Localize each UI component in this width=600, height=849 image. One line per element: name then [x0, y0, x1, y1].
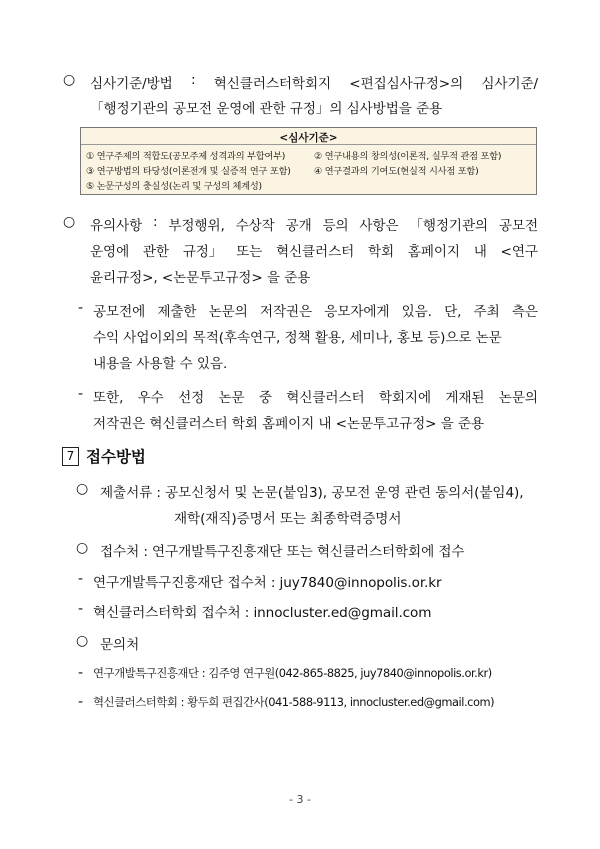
word: 학회 — [367, 244, 395, 260]
word: 저작권은 — [259, 304, 313, 320]
copyright-note-line3: 내용을 사용할 수 있음. — [93, 356, 228, 372]
criterion-1: ① 연구주제의 적합도(공모주제 성격과의 부합여부) — [86, 151, 286, 162]
dash-bullet: - — [78, 571, 84, 587]
circle-bullet: ○ — [76, 540, 89, 556]
criteria-divider — [81, 144, 536, 145]
dash-bullet: - — [78, 694, 84, 710]
word: : — [153, 214, 158, 230]
word: 등의 — [322, 218, 349, 234]
word: 내 — [473, 244, 487, 260]
word: : — [190, 72, 196, 88]
word: 공개 — [285, 218, 312, 234]
word: 혁신클러스터 — [275, 244, 355, 260]
word: 측은 — [511, 304, 538, 320]
word: 선정 — [178, 390, 205, 406]
criterion-4: ④ 연구결과의 기여도(현실적 시사점 포함) — [314, 166, 479, 177]
word: 「행정기관의 — [409, 218, 489, 234]
word: 논문의 — [208, 304, 248, 320]
dash-bullet: - — [78, 601, 84, 617]
contact-foundation: 연구개발특구진흥재단 : 김주영 연구원(042-865-8825, juy7840@innopolis.or.kr) — [93, 666, 492, 680]
word: <편집심사규정>의 — [349, 76, 464, 92]
documents-line1: 제출서류 : 공모신청서 및 논문(붙임3), 공모전 운영 관련 동의서(붙임4), — [100, 485, 524, 501]
word: 규정」 — [182, 244, 223, 260]
word: 논문 — [218, 390, 245, 406]
circle-bullet: ○ — [76, 633, 89, 649]
copyright-note-line2: 수익 사업이외의 목적(후속연구, 정책 활용, 세미나, 홍보 등)으로 논문 — [93, 330, 502, 346]
word: 유의사항 — [90, 218, 143, 234]
word: 수상작 — [235, 218, 275, 234]
circle-bullet: ○ — [63, 214, 76, 230]
review-method-line2: 「행정기관의 공모전 운영에 관한 규정」의 심사방법을 준용 — [90, 101, 443, 117]
section-title: 접수방법 — [86, 448, 146, 466]
word: 중 — [258, 390, 272, 406]
circle-bullet: ○ — [76, 481, 89, 497]
journal-note-line2: 저작권은 혁신클러스터 학회 홈페이지 내 <논문투고규정> 을 준용 — [93, 416, 484, 432]
documents-line2: 재학(재직)증명서 또는 최종학력증명서 — [174, 511, 402, 527]
criteria-box — [80, 127, 537, 195]
word: 제출한 — [157, 304, 197, 320]
reception-foundation: 연구개발특구진흥재단 접수처 : juy7840@innopolis.or.kr — [93, 575, 442, 591]
journal-note-line1 — [93, 386, 538, 406]
word: <연구 — [500, 244, 538, 260]
word: 단, — [444, 304, 462, 320]
word: 우수 — [137, 390, 164, 406]
reception-line: 접수처 : 연구개발특구진흥재단 또는 혁신클러스터학회에 접수 — [100, 544, 465, 560]
word: 사항은 — [359, 218, 399, 234]
word: 또한, — [93, 390, 124, 406]
word: 공모전 — [498, 218, 538, 234]
word: 또는 — [236, 244, 263, 260]
section-number: 7 — [62, 447, 79, 466]
dash-bullet: - — [78, 300, 84, 316]
contact-society: 혁신클러스터학회 : 황두희 편집간사(041-588-9113, innocluster.ed@gmail.com) — [93, 695, 495, 709]
copyright-note-line1 — [93, 300, 538, 320]
criterion-2: ② 연구내용의 창의성(이론적, 실무적 관점 포함) — [314, 151, 502, 162]
criterion-3: ③ 연구방법의 타당성(이론전개 및 실증적 연구 포함) — [86, 166, 291, 177]
word: 부정행위, — [168, 218, 225, 234]
word: 홈페이지 — [407, 244, 460, 260]
dash-bullet: - — [78, 386, 84, 402]
circle-bullet: ○ — [63, 72, 76, 88]
word: 심사기준/ — [481, 76, 538, 92]
notes-line2 — [90, 240, 538, 260]
criterion-5: ⑤ 논문구성의 충실성(논리 및 구성의 체계성) — [86, 181, 262, 192]
word: 있음. — [401, 304, 432, 320]
review-method-line1 — [90, 72, 538, 92]
word: 게재된 — [445, 390, 485, 406]
page-number: - 3 - — [289, 793, 311, 806]
word: 응모자에게 — [324, 304, 390, 320]
word: 공모전에 — [93, 304, 146, 320]
dash-bullet: - — [78, 665, 84, 681]
criteria-title: <심사기준> — [279, 132, 338, 144]
word: 논문의 — [498, 390, 538, 406]
notes-line3: 윤리규정>, <논문투고규정> 을 준용 — [90, 270, 311, 286]
word: 혁신클러스터 — [286, 390, 365, 406]
word: 심사기준/방법 — [90, 76, 173, 92]
word: 학회지에 — [378, 390, 431, 406]
word: 혁신클러스터학회지 — [213, 76, 332, 92]
reception-society: 혁신클러스터학회 접수처 : innocluster.ed@gmail.com — [93, 605, 432, 621]
word: 주최 — [473, 304, 500, 320]
contact-heading: 문의처 — [100, 637, 140, 653]
notes-line1 — [90, 214, 538, 234]
word: 관한 — [142, 244, 169, 260]
word: 운영에 — [90, 244, 130, 260]
